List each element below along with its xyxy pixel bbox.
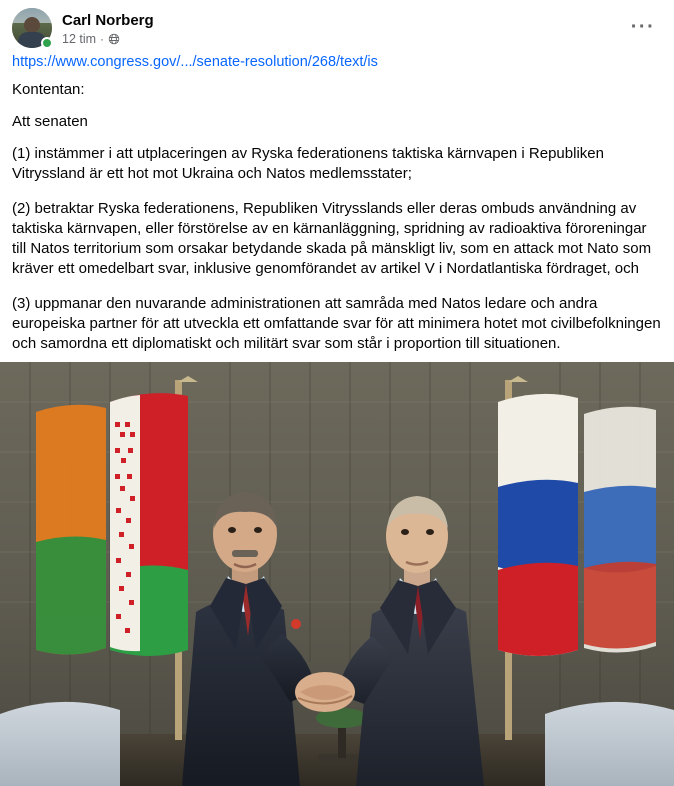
sofa-right	[545, 702, 674, 786]
avatar[interactable]	[12, 8, 52, 48]
sofa-left	[0, 702, 120, 786]
post-paragraph-1: Kontentan:	[12, 81, 85, 98]
post-paragraph-4: (2) betraktar Ryska federationens, Republiken Vitrysslands eller deras ombuds användning av taktiska kärnvapen, eller förstörelse av en kärnanläggning, spridning av radioaktiva föroreningar till Natos territorium som orsakar betydande skada på mänskligt liv, som en attack mot Nato som kräver ett omedelbart svar, inklusive genomförandet av artikel V i Nordatlantiska fördraget, och	[12, 200, 652, 277]
post-meta	[62, 31, 154, 47]
post-paragraph-2: Att senaten	[12, 113, 88, 130]
flag-left-secondary	[36, 405, 106, 655]
post-body	[0, 51, 674, 362]
author-name[interactable]: Carl Norberg	[62, 11, 154, 29]
online-status-indicator	[41, 37, 53, 49]
post-options-button[interactable]: ···	[630, 16, 656, 38]
avatar-person-head	[24, 17, 40, 33]
post-timestamp[interactable]: 12 tim	[62, 31, 97, 46]
post-header-text	[62, 8, 154, 49]
post-link[interactable]: https://www.congress.gov/.../senate-resolution/268/text/is	[12, 54, 378, 70]
post-header	[0, 0, 674, 51]
flag-right-secondary	[584, 407, 656, 653]
post-paragraph-3: (1) instämmer i att utplaceringen av Ryska federationens taktiska kärnvapen i Republiken Vitryssland är ett hot mot Ukraina och Natos medlemsstater;	[12, 145, 604, 182]
globe-icon[interactable]	[108, 33, 120, 45]
post-paragraph-5: (3) uppmanar den nuvarande administrationen att samråda med Natos ledare och andra europeiska partner för att utveckla ett omfattande svar för att minimera hotet mot civilbefolkningen och samordna ett diplomatiskt och militärt svar som står i proportion till situationen.	[12, 295, 661, 352]
meta-separator: ·	[100, 31, 105, 46]
post-photo-image	[0, 362, 674, 786]
post-photo[interactable]	[0, 362, 674, 786]
handshake	[295, 672, 355, 712]
